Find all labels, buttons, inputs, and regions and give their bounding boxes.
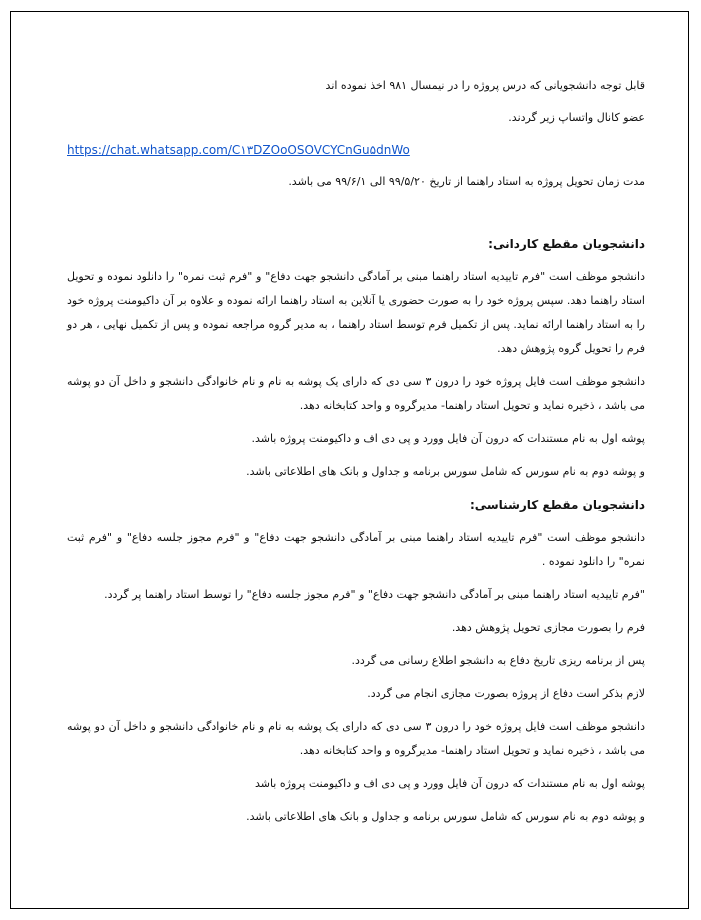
intro-line-2: عضو کانال واتساپ زیر گردند.	[508, 111, 645, 124]
bachelor-paragraph-7: پوشه اول به نام مستندات که درون آن فایل وورد و پی دی اف و داکیومنت پروژه باشد	[254, 777, 645, 790]
document-page	[10, 11, 689, 909]
bachelor-paragraph-5: لازم بذکر است دفاع از پروژه بصورت مجازی انجام می گردد.	[367, 687, 645, 700]
bachelor-paragraph-8: و پوشه دوم به نام سورس که شامل سورس برنامه و جداول و بانک های اطلاعاتی باشد.	[246, 810, 645, 823]
associate-paragraph-3: پوشه اول به نام مستندات که درون آن فایل وورد و پی دی اف و داکیومنت پروژه باشد.	[251, 432, 645, 445]
whatsapp-link[interactable]: https://chat.whatsapp.com/C۱۳DZOoOSOVCYCnGu۵dnWo	[67, 143, 410, 157]
bachelor-paragraph-6: دانشجو موظف است فایل پروژه خود را درون ۳ سی دی که دارای یک پوشه به نام و نام خانوادگی دانشجو و داخل آن دو پوشه می باشد ، ذخیره نماید و تحویل استاد راهنما- مدیرگروه و واحد کتابخانه دهد.	[67, 720, 645, 757]
document-body	[67, 70, 645, 829]
intro-line-1: قابل توجه دانشجویانی که درس پروژه را در نیمسال ۹۸۱ اخذ نموده اند	[325, 79, 645, 92]
deadline-text: مدت زمان تحویل پروژه به استاد راهنما از تاریخ ۹۹/۵/۲۰ الی ۹۹/۶/۱ می باشد.	[288, 175, 645, 188]
associate-paragraph-1: دانشجو موظف است "فرم تاییدیه استاد راهنما مبنی بر آمادگی دانشجو جهت دفاع" و "فرم ثبت نمره" را دانلود نموده و تحویل استاد راهنما دهد. سپس پروژه خود را به صورت حضوری یا آنلاین به استاد راهنما ارائه نموده و علاوه بر آن داکیومنت پروژه خود را به استاد راهنما ارائه نماید. پس از تکمیل فرم توسط استاد راهنما ، به مدیر گروه مراجعه نموده و پس از تکمیل نهایی ، هر دو فرم را تحویل گروه پژوهش دهد.	[67, 270, 645, 355]
bachelor-paragraph-3: فرم را بصورت مجازی تحویل پژوهش دهد.	[451, 621, 645, 634]
bachelor-paragraph-1: دانشجو موظف است "فرم تاییدیه استاد راهنما مبنی بر آمادگی دانشجو جهت دفاع" و "فرم مجوز جلسه دفاع" و "فرم ثبت نمره" را دانلود نموده .	[67, 531, 645, 568]
bachelor-paragraph-2: "فرم تاییدیه استاد راهنما مبنی بر آمادگی دانشجو جهت دفاع" و "فرم مجوز جلسه دفاع" را توسط استاد راهنما پر گردد.	[104, 588, 645, 601]
bachelor-paragraph-4: پس از برنامه ریزی تاریخ دفاع به دانشجو اطلاع رسانی می گردد.	[351, 654, 645, 667]
associate-paragraph-2: دانشجو موظف است فایل پروژه خود را درون ۳ سی دی که دارای یک پوشه به نام و نام خانوادگی دانشجو و داخل آن دو پوشه می باشد ، ذخیره نماید و تحویل استاد راهنما- مدیرگروه و واحد کتابخانه دهد.	[67, 375, 645, 412]
bachelor-heading: دانشجویان مقطع کارشناسی:	[469, 498, 645, 512]
associate-heading: دانشجویان مقطع کاردانی:	[488, 237, 645, 251]
associate-paragraph-4: و پوشه دوم به نام سورس که شامل سورس برنامه و جداول و بانک های اطلاعاتی باشد.	[246, 465, 645, 478]
